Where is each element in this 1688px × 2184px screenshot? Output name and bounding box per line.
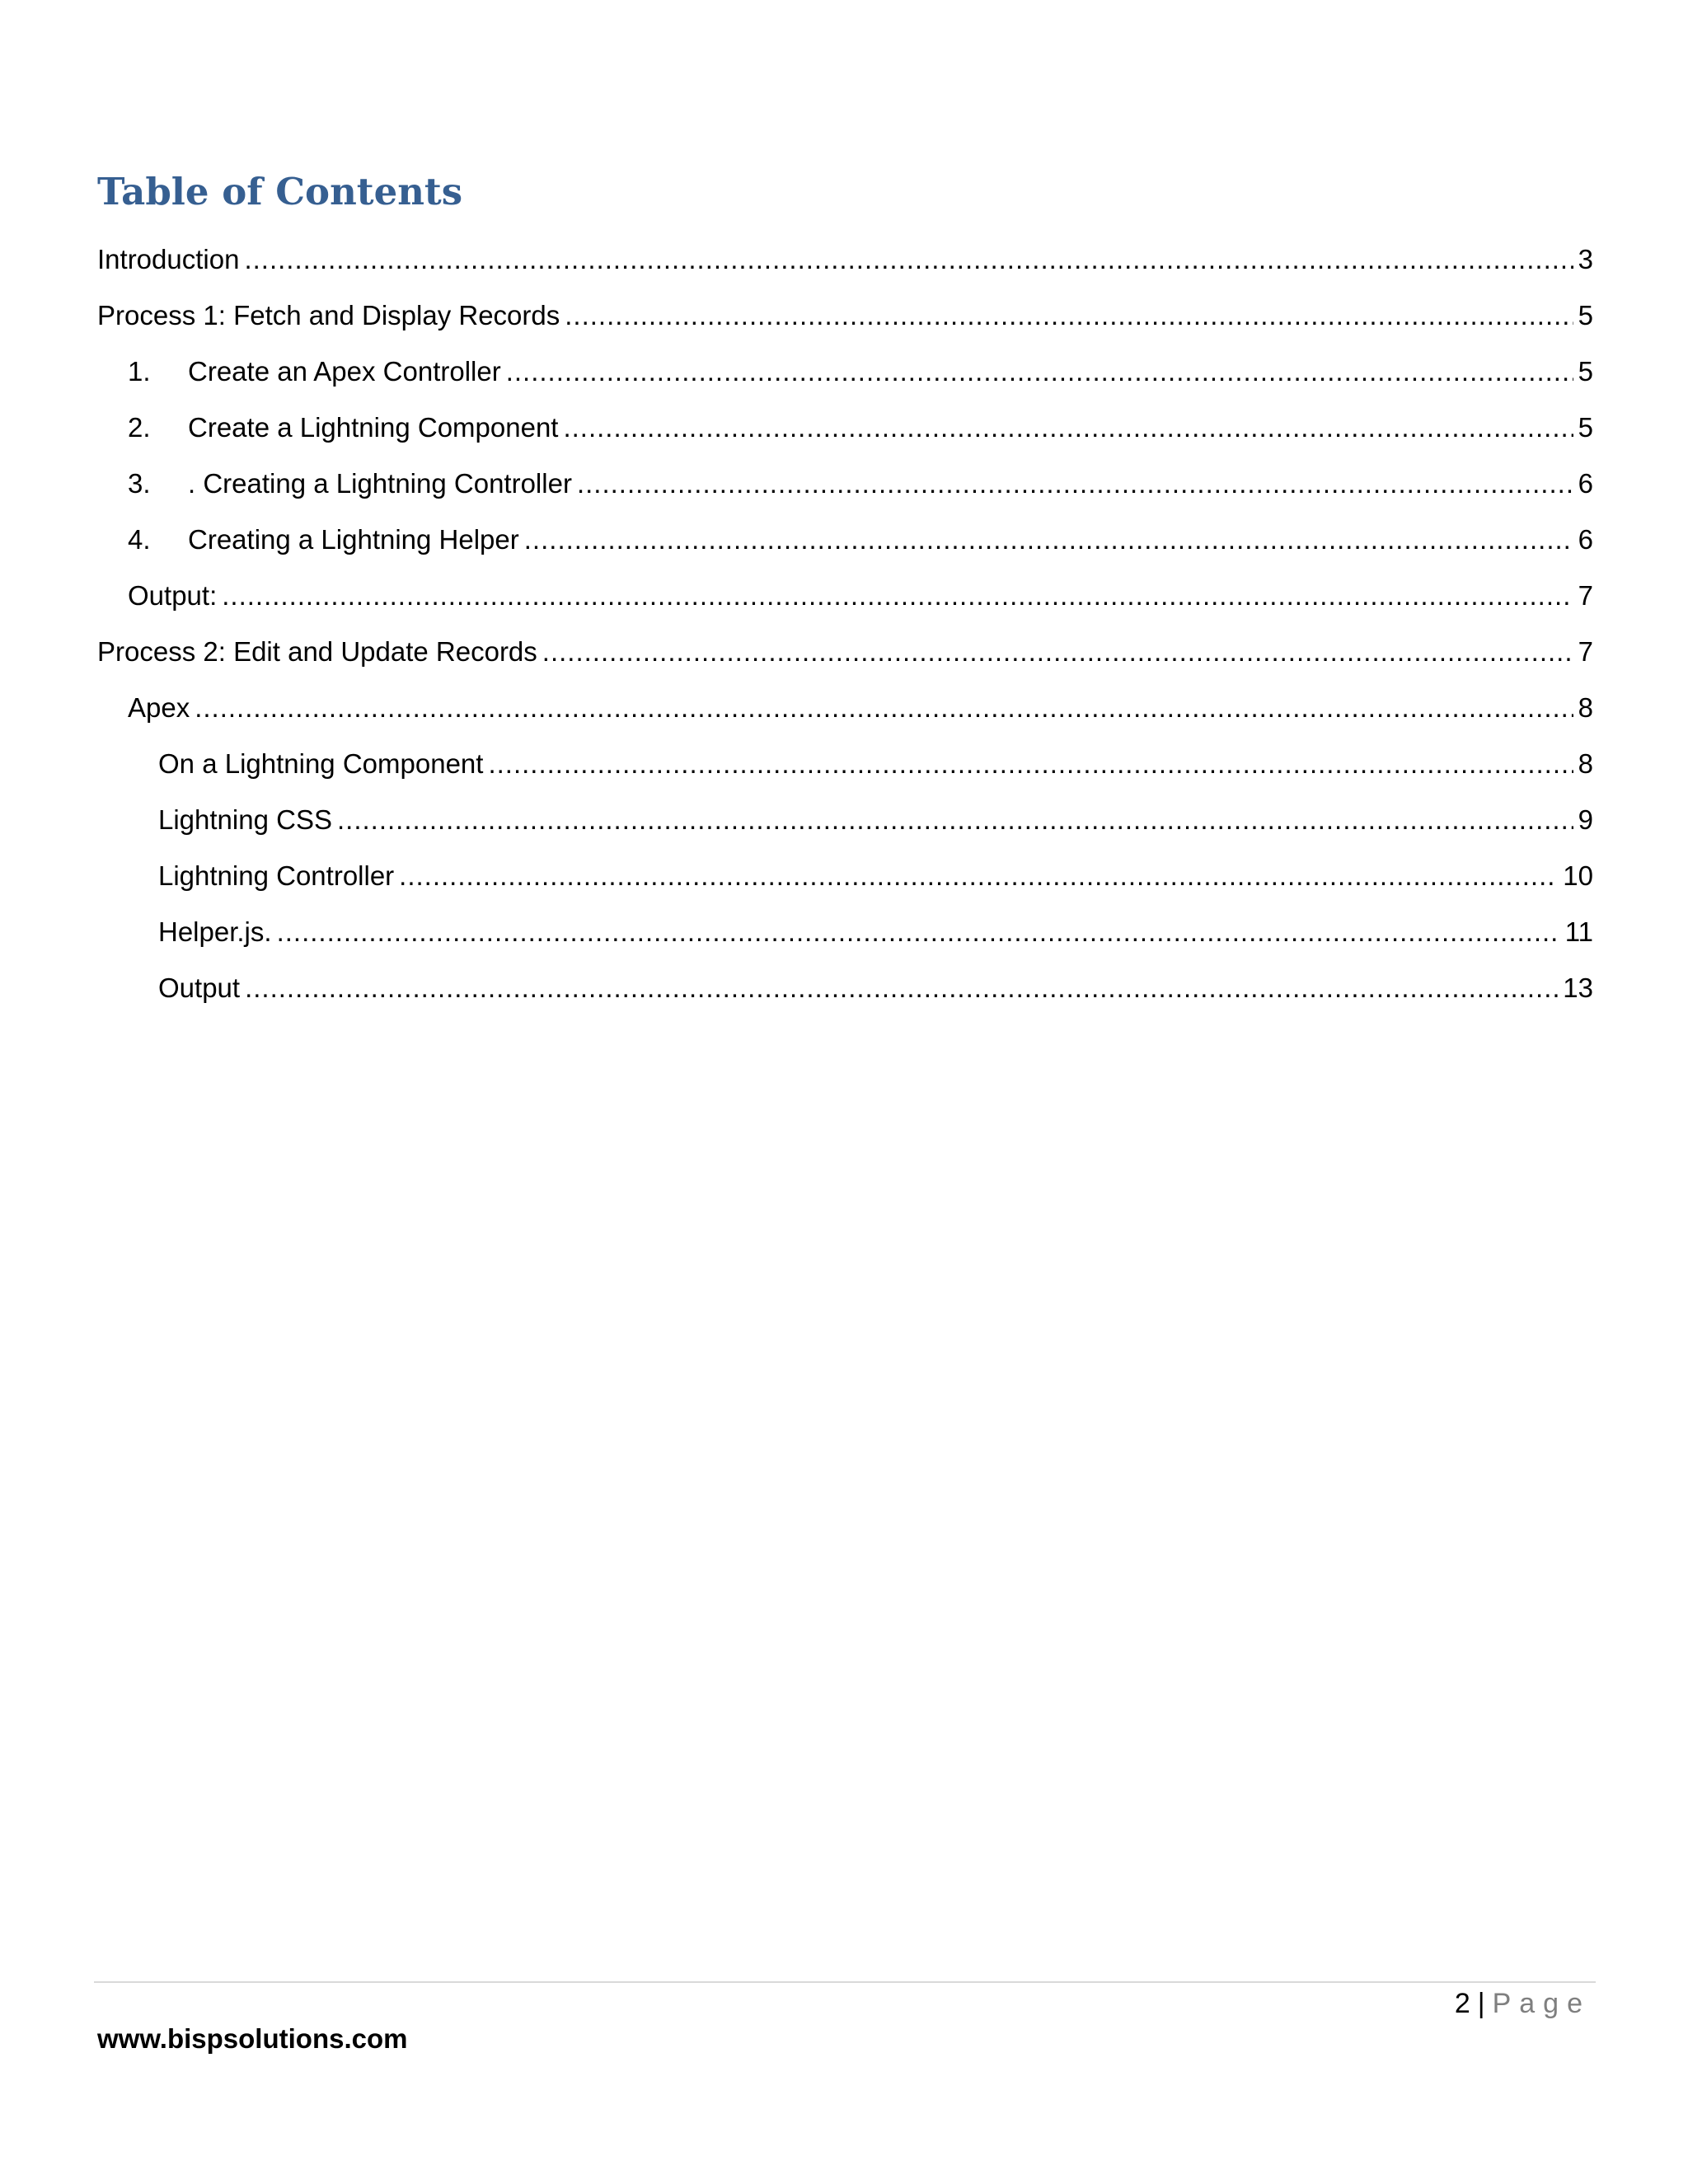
toc-dot-leader: [506, 353, 1573, 391]
toc-entry-number: 1.: [128, 356, 151, 387]
toc-entry-number: 3.: [128, 468, 151, 499]
toc-entry-page: 3: [1578, 244, 1593, 274]
toc-entry-label: On a Lightning Component: [158, 748, 484, 779]
toc-entry-page: 6: [1578, 524, 1593, 555]
toc-dot-leader: [337, 801, 1573, 839]
toc-dot-leader: [277, 913, 1560, 951]
toc-entry-label: Create an Apex Controller: [188, 356, 501, 387]
toc-dot-leader: [577, 465, 1573, 503]
toc-entry-page: 5: [1578, 300, 1593, 330]
toc-dot-leader: [245, 969, 1558, 1007]
toc-entry-lightning-controller[interactable]: [97, 839, 1593, 895]
page-word: Page: [1492, 1988, 1591, 2019]
toc-dot-leader: [524, 521, 1573, 559]
toc-entry-number: 2.: [128, 412, 151, 443]
toc-entry-output-2[interactable]: [97, 951, 1593, 1007]
toc-entry-process-1[interactable]: [97, 279, 1593, 335]
toc-entry-page: 5: [1578, 356, 1593, 387]
toc-dot-leader: [399, 857, 1558, 895]
toc-dot-leader: [244, 241, 1573, 279]
toc-entry-apex[interactable]: [97, 671, 1593, 727]
toc-dot-leader: [542, 633, 1573, 671]
toc-entry-label: Output: [158, 972, 241, 1003]
toc-entry-page: 11: [1564, 916, 1593, 947]
toc-list: [97, 223, 1593, 1007]
toc-entry-label: Output:: [128, 580, 218, 611]
toc-entry-page: 8: [1578, 748, 1593, 779]
toc-dot-leader: [222, 577, 1573, 615]
footer-website: www.bispsolutions.com: [97, 2023, 408, 2054]
page-number-separator: |: [1477, 1988, 1486, 2019]
toc-entry-page: 9: [1578, 804, 1593, 835]
toc-entry-label: Process 2: Edit and Update Records: [97, 636, 537, 667]
toc-dot-leader: [565, 297, 1573, 335]
toc-dot-leader: [563, 409, 1573, 447]
toc-entry-label: Lightning CSS: [158, 804, 332, 835]
footer-divider: [94, 1981, 1596, 1983]
toc-entry-creating-lightning-controller[interactable]: [97, 447, 1593, 503]
toc-entry-number: 4.: [128, 524, 151, 555]
toc-entry-label: Lightning Controller: [158, 860, 395, 891]
toc-title: Table of Contents: [97, 170, 463, 213]
toc-entry-introduction[interactable]: [97, 223, 1593, 279]
footer-page-number: [1455, 1985, 1591, 2022]
toc-entry-page: 7: [1578, 580, 1593, 611]
toc-entry-create-lightning-component[interactable]: [97, 391, 1593, 447]
toc-entry-label: Creating a Lightning Helper: [188, 524, 519, 555]
toc-entry-page: 13: [1563, 972, 1593, 1003]
toc-dot-leader: [488, 745, 1573, 783]
toc-entry-label: . Creating a Lightning Controller: [188, 468, 572, 499]
toc-entry-helper-js[interactable]: [97, 895, 1593, 951]
toc-entry-label: Introduction: [97, 244, 240, 274]
toc-entry-label: Create a Lightning Component: [188, 412, 559, 443]
toc-entry-lightning-css[interactable]: [97, 783, 1593, 839]
toc-entry-label: Apex: [128, 692, 190, 723]
toc-entry-page: 7: [1578, 636, 1593, 667]
toc-entry-creating-lightning-helper[interactable]: [97, 503, 1593, 559]
page-number-value: 2: [1454, 1988, 1471, 2019]
toc-entry-page: 6: [1578, 468, 1593, 499]
toc-entry-label: Helper.js.: [158, 916, 272, 947]
toc-dot-leader: [195, 689, 1573, 727]
toc-entry-page: 8: [1578, 692, 1593, 723]
toc-entry-output-1[interactable]: [97, 559, 1593, 615]
toc-entry-page: 10: [1563, 860, 1593, 891]
toc-entry-process-2[interactable]: [97, 615, 1593, 671]
toc-entry-on-lightning-component[interactable]: [97, 727, 1593, 783]
toc-entry-label: Process 1: Fetch and Display Records: [97, 300, 560, 330]
toc-entry-create-apex-controller[interactable]: [97, 335, 1593, 391]
toc-entry-page: 5: [1578, 412, 1593, 443]
